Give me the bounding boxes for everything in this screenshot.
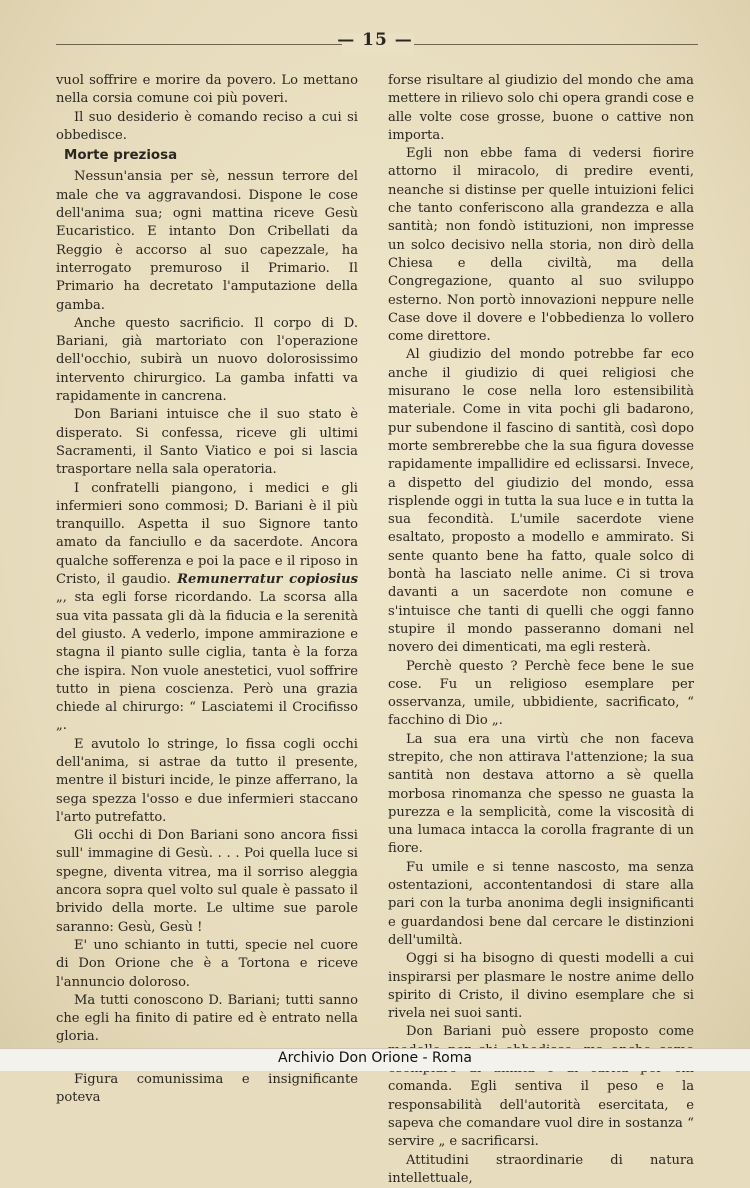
paragraph: E' uno schianto in tutti, specie nel cuore di Don Orione che è a Tortona e riceve l'annuncio doloroso. [56,937,358,990]
paragraph: Nessun'ansia per sè, nessun terrore del male che va aggravandosi. Dispone le cose dell'anima sua; ogni mattina riceve Gesù Eucaristico. E intanto Don Cribellati da Reggio è accorso al suo capezzale, ha interrogato premuroso il Primario. Il Primario ha decretato l'amputazione della gamba. [56,169,358,313]
paragraph-text: „, sta egli forse ricordando. La scorsa alla sua vita passata gli dà la fiducia e la serenità del giusto. A vederlo, impone ammirazione e stagna il pianto sulle ciglia, tanta è la forza che ispira. Non vuole anestetici, vuol soffrire tutto in piena coscienza. Però una grazia chiede al chirurgo: “ Lasciatemi il Crocifisso „. [56,590,358,734]
paragraph: forse risultare al giudizio del mondo che ama mettere in rilievo solo chi opera grandi cose e alle volte cose grosse, buone o cattive non importa. [388,73,694,143]
archive-footer: Archivio Don Orione - Roma [278,1050,472,1066]
paragraph: Anche questo sacrificio. Il corpo di D. Bariani, già martoriato con l'operazione dell'occhio, subirà un nuovo dolorosissimo intervento chirurgico. La gamba infatti va rapidamente in cancrena. [56,315,358,405]
paragraph: Perchè questo ? Perchè fece bene le sue cose. Fu un religioso esemplare per osservanza, umile, ubbidiente, sacrificato, “ facchino di Dio „. [388,658,694,729]
right-column [388,72,694,1188]
paragraph: Il suo desiderio è comando reciso a cui si obbedisce. [56,109,358,143]
paragraph: Don Bariani può essere proposto come comanda. Egli sentiva il peso e la responsabilità dell'autorità esercitata, e sapeva che comandare vuol dire in sostanza “ servire „ e sacrificarsi. [388,1024,694,1150]
latin-quote: Remunerratur copiosius [177,572,358,588]
paragraph: La sua era una virtù che non faceva strepito, che non attirava l'attenzione; la sua santità non destava attorno a sè quella morbosa rinomanza che spesso ne guasta la purezza e la semplicità, come la viscosità di una lumaca intacca la corolla fragrante di un fiore. [388,731,694,857]
page-number: — 15 — [337,30,413,50]
left-column [56,72,358,1108]
paragraph-text: I confratelli piangono, i medici e gli infermieri sono commosi; D. Bariani è il più tranquillo. Aspetta il suo Signore tanto amato da fanciullo e da sacerdote. Ancora qualche sofferenza e poi la pace e il riposo in Cristo, il gaudio. [56,480,358,588]
paragraph: vuol soffrire e morire da povero. Lo mettano nella corsia comune coi più poveri. [56,73,358,107]
paragraph: Oggi si ha bisogno di questi modelli a cui inspirarsi per plasmare le nostre anime dello spirito di Cristo, il divino esemplare che si rivela nei suoi santi. [388,951,694,1022]
paragraph: Fu umile e si tenne nascosto, ma senza ostentazioni, accontentandosi di stare alla pari con la turba anonima degli insignificanti e guardandosi bene dal cercare le distinzioni dell'umiltà. [388,859,694,948]
paragraph [56,480,358,736]
paragraph: Attitudini straordinarie di natura intellettuale, [388,1152,694,1186]
paragraph: Egli non ebbe fama di vedersi fiorire attorno il miracolo, di predire eventi, neanche si distinse per quelle intuizioni felici che tanto conferiscono alla grandezza e alla santità; non fondò istituzioni, non impresse un solco decisivo nella storia, non dirò della Chiesa e della civiltà, ma della Congregazione, quanto al suo sviluppo esterno. Non portò innovazioni neppure nelle Case dove il dovere e l'obbedienza lo vollero come direttore. [388,146,694,345]
paragraph: Don Bariani intuisce che il suo stato è disperato. Si confessa, riceve gli ultimi Sacramenti, il Santo Viatico e poi si lascia trasportare nella sala operatoria. [56,407,358,478]
paragraph: E avutolo lo stringe, lo fissa cogli occhi dell'anima, si astrae da tutto il presente, mentre il bisturi incide, le pinze afferrano, la sega spezza l'osso e due infermieri staccano l'arto putrefatto. [56,736,358,825]
paragraph: Al giudizio del mondo potrebbe far eco anche il giudizio di quei religiosi che misurano le cose nella loro estensibilità materiale. Come in vita pochi gli badarono, pur subendone il fascino di santità, così dopo morte sembrerebbe che la sua figura dovesse rapidamente impallidire ed eclissarsi. Invece, a dispetto del giudizio del mondo, essa risplende oggi in tutta la sua luce e in tutta la sua fecondità. L'umile sacerdote viene esaltato, proposto a modello e ammirato. Si sente quanto bene ha fatto, quale solco di bontà ha lasciato nelle anime. Ci si trova davanti a un sacerdote non comune e s'intuisce che tanti di quelli che oggi fanno stupire il mondo passeranno domani nel novero dei dimenticati, ma egli resterà. [388,347,694,656]
section-heading: Morte preziosa [64,148,178,164]
paragraph: Figura comunissima e insignificante poteva [56,1072,358,1106]
paragraph: Gli occhi di Don Bariani sono ancora fissi sull' immagine di Gesù. . . . Poi quella luce si spegne, diventa vitrea, ma il sorriso aleggia ancora sopra quel volto sul quale è passato il brivido della morte. Le ultime sue parole saranno: Gesù, Gesù ! [56,828,358,935]
paragraph: Ma tutti conoscono D. Bariani; tutti sanno che egli ha finito di patire ed è entrato nella gloria. [56,992,358,1045]
